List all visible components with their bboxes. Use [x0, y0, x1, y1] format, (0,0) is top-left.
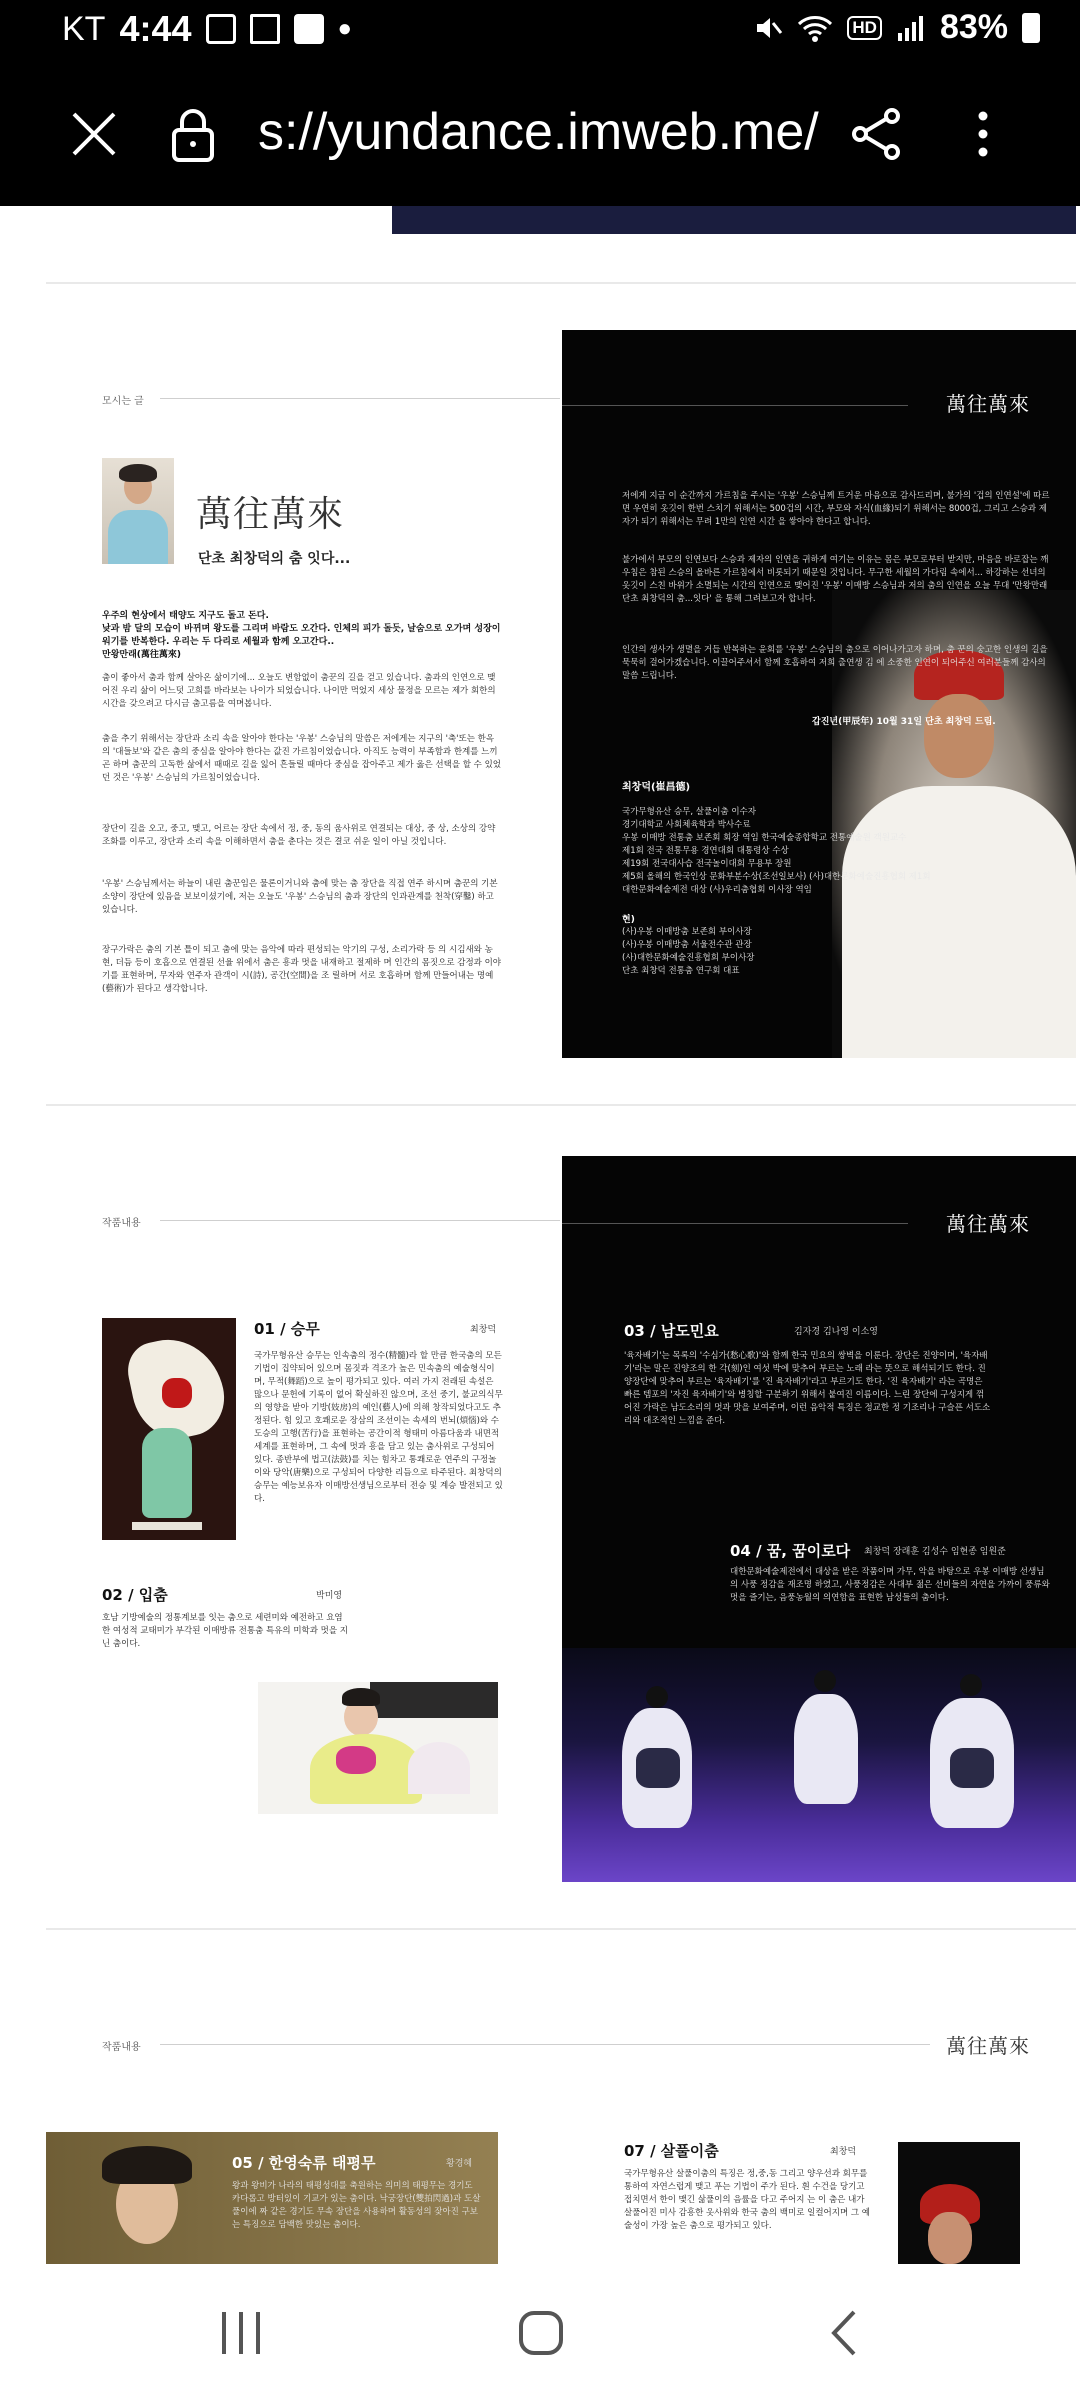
mail-icon [250, 14, 280, 44]
bio-name: 최창덕(崔昌德) [622, 782, 691, 793]
ipchum-photo [258, 1682, 498, 1814]
bio-list [622, 806, 1062, 897]
signature-line: 갑진년(甲辰年) 10월 31일 단초 최창덕 드림. [812, 717, 996, 727]
battery-icon [1022, 13, 1040, 43]
app-notification-icon [294, 14, 324, 44]
salpuri-photo [898, 2142, 1020, 2264]
intro-bold [102, 610, 502, 662]
bio-current-item: (사)우봉 이매방춤 서울전수관 관장 [622, 940, 752, 950]
mute-icon [753, 13, 783, 43]
gallery-icon [206, 14, 236, 44]
close-tab-icon[interactable] [64, 104, 124, 164]
intro-line: 우주의 현상에서 태양도 지구도 돌고 돈다. [102, 611, 269, 621]
works-dark-page [562, 1156, 1076, 1882]
header-rule [160, 1220, 560, 1221]
greeting-paragraph: 장단이 길을 오고, 중고, 맺고, 어르는 장단 속에서 정, 중, 동의 움사위로 연결되는 대상, 중 상, 소상의 강약 조화를 이루고, 장단과 소리 속을 이해하면서 춤을 춘다는 것은 결코 쉬운 일이 아닐 것입니다. [102, 824, 496, 847]
divider [46, 1104, 1076, 1106]
wifi-icon [797, 13, 833, 43]
carrier-label: KT [62, 9, 106, 48]
home-icon[interactable] [516, 2308, 566, 2358]
divider [46, 282, 1076, 284]
battery-percent: 83% [939, 8, 1008, 46]
section-label: 작품내용 [102, 1218, 141, 1229]
more-options-icon[interactable] [968, 104, 998, 164]
bio-current-item: (사)우봉 이매방춤 보존회 부이사장 [622, 927, 752, 937]
intro-line: 만왕만래(萬往萬來) [102, 650, 182, 660]
hd-icon: HD [847, 16, 882, 40]
more-notifications-dot-icon: ● [337, 15, 353, 42]
dark-paragraph: 저에게 지금 이 순간까지 가르침을 주시는 '우봉' 스승님께 트거운 마음으로 감사드리며, 불가의 '겁의 인연설'에 따르면 우연히 옷깃이 한번 스치기 위해서는 500겁의 시간, 부모와 자식(血緣)되기 위해서는 8000겁, 그리고 스승과 제자가 되기 위해서는 무려 1만의 인연 시간 을 쌓아야 한다고 합니다. [622, 491, 1050, 527]
recent-apps-icon[interactable] [216, 2308, 266, 2358]
work-performer: 최창덕 [830, 2147, 857, 2157]
bio-current-item: 단초 최창덕 전통춤 연구회 대표 [622, 966, 740, 976]
bio-item: 국가무형유산 승무, 살풀이춤 이수자 [622, 807, 756, 817]
work-title: 01 / 승무 [254, 1320, 320, 1338]
bio-item: 제1회 전국 전통무용 경연대회 대통령상 수상 [622, 846, 789, 856]
page-calligraphy: 萬往萬來 [946, 392, 1030, 416]
author-portrait [102, 458, 174, 564]
system-navigation-bar [0, 2264, 1080, 2408]
work-title: 03 / 남도민요 [624, 1322, 719, 1340]
greeting-paragraph: '우봉' 스승님께서는 하늘이 내린 춤꾼임은 물론이거니와 춤에 맞는 춤 장단을 직접 연주 하시며 춤꾼의 기본 소양이 장단에 있음을 보보이셨기에, 저는 오늘도 '우봉' 스승님의 춤과 장단의 인과관계를 천착(穿鑿) 하고 있습니다. [102, 879, 498, 915]
bio-current-item: (사)대한문화예술진흥협회 부이사장 [622, 953, 755, 963]
page-calligraphy: 萬往萬來 [946, 1212, 1030, 1236]
lock-icon[interactable] [168, 104, 218, 164]
bio-item: 제19회 전국대사습 전국놀이대회 무용부 장원 [622, 859, 792, 869]
work-description: 국가무형유산 승무는 인속춤의 정수(精髓)라 할 만큼 한국춤의 모든 기법이 집약되어 있으며 몸짓과 격조가 높은 민속춤의 예술형식이며, 무적(舞蹈)으로 높이 평가되고 있다. 여러 가지 전래된 속설은 많으나 문헌에 기록이 없어 확실하진 않으며, 조선 중기, 불교의식무의 영향을 받아 기방(妓房)의 예인(藝人)에 의해 창작되었다고도 추정된다. 힘 있고 호쾌로운 장삼의 조선이는 속세의 번뇌(煩惱)와 수도승의 고행(苦行)을 표현하는 공간이적 형태미 아름다움과 내면적 세계를 표현하며, 그 속에 멋과 흥을 담고 있는 춤사위로 구성되어 있다. 종반부에 법고(法鼓)를 치는 힘차고 통쾌로운 연주의 구정놀이와 당악(唐樂)으로 구성되어 다양한 리듬으로 타주된다. 최창덕의 승무는 예능보유자 이매방선생님으로부터 전승 및 계승 발전되고 있다. [254, 1351, 503, 1504]
greeting-paragraph: 장구가락은 춤의 기본 틀이 되고 춤에 맞는 음악에 따라 편성되는 악기의 구성, 소리가락 등 의 시김새와 농현, 더듬 등이 호흡으로 연결된 선율 위에서 춤은 흥과 멋을 내재하고 절제하 며 인간의 몸짓으로 감정과 이야기를 표현하며, 무자와 연주자 관객이 시(詩), 공간(空間)을 조 릴하며 서로 호흡하며 함께 만들어내는 명예(藝術)가 된다고 생각합니다. [102, 945, 502, 994]
work-description: 왕과 왕비가 나라의 태평성대를 축원하는 의미의 태평무는 경기도 카다롭고 방터있이 기교가 있는 춤이다. 낙궁장단(雙拍閃過)과 도살풀이에 짜 같은 경기도 무속 장단을 사용하며 활동성의 잦아진 구보 는 특징으로 담백한 맛있는 춤이다. [232, 2181, 481, 2230]
previous-image-bottom [392, 206, 1076, 234]
calligraphy-title: 萬往萬來 [196, 494, 345, 535]
share-icon[interactable] [846, 104, 906, 164]
page-calligraphy: 萬往萬來 [946, 2034, 1030, 2058]
bio-current-label: 현) [622, 915, 635, 925]
bio-item: 제5회 올해의 한국인상 문화부분수상(조선일보사) (사)대한문화예술진흥협회 제1회 [622, 872, 931, 882]
bio-item: 경기대학교 사회체육학과 박사수료 [622, 820, 751, 830]
url-field[interactable]: s://yundance.imweb.me/ [258, 103, 819, 161]
work-title: 05 / 한영숙류 태평무 [232, 2154, 376, 2172]
work-title: 02 / 입춤 [102, 1586, 168, 1604]
work-performer: 황경혜 [446, 2159, 473, 2169]
work-title: 07 / 살풀이춤 [624, 2142, 719, 2160]
work-performer: 최창덕 [470, 1325, 497, 1335]
work-performer: 박미영 [316, 1591, 343, 1601]
clock: 4:44 [119, 8, 192, 49]
header-rule [160, 398, 560, 399]
signal-icon [896, 13, 926, 43]
work-performer: 김자경 김나영 이소영 [794, 1327, 878, 1337]
bio-current-list [622, 926, 922, 978]
dark-paragraph: 불가에서 부모의 인연보다 스승과 제자의 인연을 귀하게 여기는 이유는 몸은 부모로부터 받지만, 마음을 바로잡는 깨우침은 참된 스승의 올바른 가르침에서 비롯되기 때문일 것입니다. 무구한 세월의 가다림 속에서... 하강하는 선녀의 옷깃이 스친 바위가 소멸되는 시간의 인연으로 맺어진 '우봉' 이매방 스승님과 저의 춤의 인연을 오늘 무대 '만왕만래 단초 최창덕의 춤...잇다' 을 통해 그려보고자 합니다. [622, 555, 1049, 604]
header-rule [562, 1223, 908, 1224]
group-dance-photo [562, 1648, 1076, 1882]
header-rule [562, 405, 908, 406]
header-rule [160, 2044, 930, 2045]
status-left [62, 8, 352, 50]
greeting-paragraph: 춤을 추기 위해서는 장단과 소리 속을 알아야 한다는 '우봉' 스승님의 말씀은 저에게는 지구의 '축'또는 한옥의 '대들보'와 같은 춤의 중심을 알아야 한다는 값진 가르침이었습니다. 아직도 능력이 부족함과 한계를 느끼곤 하며 춤꾼의 고독한 삶에서 때때로 길을 잃어 흔들릴 때마다 중심을 잡아주고 제가 옳은 선택을 할 수 있었던 것은 '우봉' 스승님의 가르침이었습니다. [102, 734, 502, 783]
divider [46, 1928, 1076, 1930]
greeting-paragraph: 춤이 좋아서 춤과 함께 살아온 삶이기에... 오늘도 변함없이 춤꾼의 길을 걷고 있습니다. 춤과의 인연으로 맺어진 우리 삶이 어느덧 고희를 바라보는 나이가 되었습니다. 나이만 먹었지 세상 물정을 모르는 제가 회한의 시간을 갖으려고 다시금 춤고름을 여며봅니다. [102, 673, 496, 709]
greeting-dark-page [562, 330, 1076, 1058]
work-performer: 최창덕 장래훈 김성수 임현종 임원준 [864, 1547, 1006, 1557]
work-description: 호남 기방예술의 정통계보를 잇는 춤으로 세련미와 예전하고 요염한 여성적 교태미가 부각된 이매방류 전통춤 특유의 미학과 멋을 지닌 춤이다. [102, 1613, 349, 1649]
back-icon[interactable] [820, 2308, 870, 2358]
bio-item: 우봉 이매방 전통춤 보존회 회장 역임 한국예술종합학교 전통예술원 객원교수 [622, 833, 907, 843]
dark-paragraph: 인간의 생사가 생멸을 거듭 반복하는 윤회를 '우봉' 스승님의 춤으로 이어나가고자 하며, 춤 꾼의 숭고한 인생의 길을 묵묵히 걸어가겠습니다. 이끌어주셔서 함께 호흡하여 저희 출연생 김 에 소중한 인연이 되어주신 여러분들께 감사의 말씀 드립니다. [622, 645, 1048, 681]
status-bar [0, 0, 1080, 64]
work-title: 04 / 꿈, 꿈이로다 [730, 1542, 851, 1560]
web-page-content[interactable] [0, 206, 1080, 2264]
section-label: 모시는 글 [102, 396, 144, 407]
seungmu-photo [102, 1318, 236, 1540]
greeting-subtitle: 단초 최창덕의 춤 잇다... [198, 551, 351, 567]
section-label: 작품내용 [102, 2042, 141, 2053]
work-description: 국가무형유산 살풀이춤의 특징은 정,중,동 그리고 양우선과 회무를 통하여 자연스럽게 맺고 푸는 기법이 주가 된다. 흰 수건을 당기고 접치면서 한이 맺긴 삶풀이의 음률을 다고 주어지 는 이 춤은 내가 살풀어진 미사 감흥한 옷사위와 한국 춤의 백미로 일컬어지며 그 예술성이 가장 높은 춤으로 평가되고 있다. [624, 2169, 871, 2231]
browser-toolbar [0, 64, 1080, 206]
work-description: 대한문화예술제전에서 대상을 받은 작품이며 가무, 악을 바탕으로 우봉 이매방 선생님의 사풍 정감을 재조명 하였고, 사풍정감은 사대부 젊은 선비들의 자연을 가까이 풍류와 멋을 즐기는, 음풍농월의 의연함을 표현한 남성들의 춤이다. [730, 1567, 1050, 1603]
work-description: '육자배기'는 목록의 '수심가(愁心歌)'와 함께 한국 민요의 쌍벽을 이룬다. 장단은 진양이며, '육자배기'라는 말은 진양조의 한 각(刻)인 여섯 박에 맞추어 부르는 노래 라는 뜻으로 해석되기도 한다. 진양장단에 맞추어 부르는 '육자배기'를 '진 육자배기'라고 부르기도 한다. '진 육자배기' 라는 곡명은 빠른 템포의 '자진 육자배기'와 병칭할 구분하기 위해서 붙여진 이름이다. 느린 장단에 구성지게 꺾어진 가락은 남도소리의 멋과 맛을 보여주며, 이런 음악적 특징은 정교한 정 기조리나 구슬픈 서도소리와 대조적인 느낌을 준다. [624, 1351, 991, 1426]
status-right [753, 8, 1040, 47]
bio-item: 대한문화예술제전 대상 (사)우리춤협회 이사장 역임 [622, 885, 812, 895]
intro-line: 낮과 밤 달의 모습이 바뀌며 왕도를 그리며 바람도 오간다. 인체의 피가 돌듯, 날숨으로 오가며 성장이 워기를 반복한다. 우리는 두 다리로 세월과 함께 오고간다.. [102, 624, 501, 647]
